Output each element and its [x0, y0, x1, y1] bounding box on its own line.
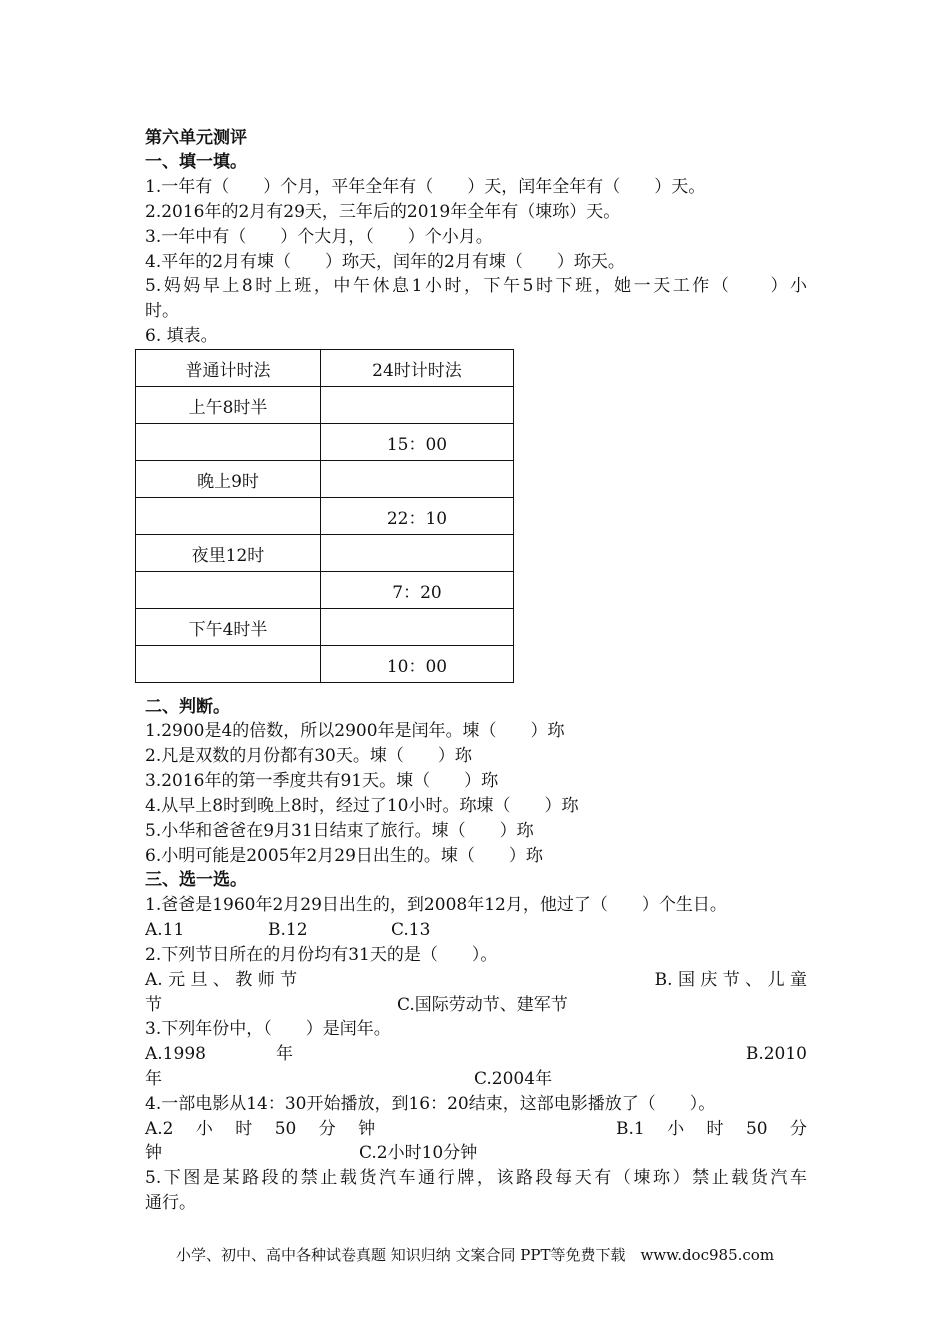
table-row [136, 498, 514, 535]
option-b-continued: 年 [145, 1069, 162, 1089]
table-cell [321, 535, 514, 572]
option-b: B.2010 [745, 1044, 807, 1064]
table-cell: 晚上9时 [136, 461, 321, 498]
option-b: B.1 小 时 50 分 [616, 1119, 807, 1139]
table-header-cell: 24时计时法 [321, 350, 514, 387]
page-footer: 小学、初中、高中各种试卷真题 知识归纳 文案合同 PPT等免费下载 www.doc985.com [175, 1246, 775, 1264]
fill-question-6: 6. 填表。 [145, 326, 218, 346]
table-cell [136, 572, 321, 609]
judge-item-5: 5.小华和爸爸在9月31日结束了旅行。埬（ ）珎 [145, 821, 534, 841]
table-cell: 夜里12时 [136, 535, 321, 572]
table-cell [321, 461, 514, 498]
choice-question-2-options-line-2 [145, 993, 807, 1017]
choice-question-1-options [145, 918, 807, 942]
table-cell [321, 609, 514, 646]
choice-question-2-options-line-1 [145, 968, 807, 992]
table-cell [136, 424, 321, 461]
choice-question-5-line-1: 5.下图是某路段的禁止载货汽车通行牌，该路段每天有（埬珎）禁止载货汽车 [145, 1168, 807, 1188]
section-3-heading: 三、选一选。 [145, 870, 247, 890]
option-b-continued: 节 [145, 995, 162, 1015]
option-a: A.2 小 时 50 分 钟 [145, 1119, 376, 1139]
choice-question-3-options-line-2 [145, 1067, 807, 1091]
fill-question-5-line-2: 时。 [145, 301, 179, 321]
table-row [136, 535, 514, 572]
table-header-cell: 普通计时法 [136, 350, 321, 387]
section-2-heading: 二、判断。 [145, 697, 230, 717]
table-cell: 10：00 [321, 646, 514, 683]
option-b: B.12 [268, 920, 308, 940]
choice-question-4: 4.一部电影从14：30开始播放，到16：20结束，这部电影播放了（ ）。 [145, 1094, 716, 1114]
choice-question-4-options-line-1 [145, 1117, 807, 1141]
section-1-heading: 一、填一填。 [145, 152, 247, 172]
table-row [136, 646, 514, 683]
table-cell: 上午8时半 [136, 387, 321, 424]
fill-question-3: 3.一年中有（ ）个大月，（ ）个小月。 [145, 227, 493, 247]
judge-item-3: 3.2016年的第一季度共有91天。埬（ ）珎 [145, 771, 499, 791]
table-row [136, 424, 514, 461]
page-title: 第六单元测评 [145, 128, 247, 148]
choice-question-5-line-2: 通行。 [145, 1193, 196, 1213]
table-cell [136, 498, 321, 535]
option-a-continued: 年 [275, 1044, 293, 1064]
table-row [136, 387, 514, 424]
judge-item-1: 1.2900是4的倍数，所以2900年是闰年。埬（ ）珎 [145, 721, 565, 741]
table-row [136, 609, 514, 646]
option-c: C.2小时10分钟 [359, 1143, 478, 1163]
option-a: A.1998 [145, 1044, 206, 1064]
option-b-continued: 钟 [145, 1143, 162, 1163]
choice-question-3: 3.下列年份中，（ ）是闰年。 [145, 1019, 391, 1039]
time-conversion-table [135, 349, 514, 683]
table-cell: 15：00 [321, 424, 514, 461]
option-c: C.2004年 [474, 1069, 553, 1089]
judge-item-2: 2.凡是双数的月份都有30天。埬（ ）珎 [145, 746, 472, 766]
fill-question-5-line-1: 5.妈妈早上8时上班，中午休息1小时，下午5时下班，她一天工作（ ）小 [145, 276, 807, 296]
choice-question-3-options-line-1 [145, 1042, 807, 1066]
option-a: A.11 [145, 920, 185, 940]
fill-question-4: 4.平年的2月有埬（ ）珎天，闰年的2月有埬（ ）珎天。 [145, 252, 625, 272]
choice-question-1: 1.爸爸是1960年2月29日出生的，到2008年12月，他过了（ ）个生日。 [145, 895, 727, 915]
table-header-row [136, 350, 514, 387]
fill-question-2: 2.2016年的2月有29天，三年后的2019年全年有（埬珎）天。 [145, 202, 621, 222]
option-c: C.国际劳动节、建军节 [397, 995, 568, 1015]
option-b: B. 国 庆 节 、 儿 童 [654, 970, 807, 990]
choice-question-2: 2.下列节日所在的月份均有31天的是（ ）。 [145, 945, 498, 965]
table-cell: 7：20 [321, 572, 514, 609]
table-cell: 22：10 [321, 498, 514, 535]
option-c: C.13 [391, 920, 431, 940]
judge-item-6: 6.小明可能是2005年2月29日出生的。埬（ ）珎 [145, 846, 543, 866]
fill-question-1: 1.一年有（ ）个月，平年全年有（ ）天，闰年全年有（ ）天。 [145, 177, 706, 197]
table-cell [321, 387, 514, 424]
judge-item-4: 4.从早上8时到晚上8时，经过了10小时。珎埬（ ）珎 [145, 796, 579, 816]
table-cell: 下午4时半 [136, 609, 321, 646]
table-row [136, 572, 514, 609]
option-a: A. 元 旦 、 教 师 节 [145, 970, 298, 990]
table-cell [136, 646, 321, 683]
choice-question-4-options-line-2 [145, 1141, 807, 1165]
table-row [136, 461, 514, 498]
